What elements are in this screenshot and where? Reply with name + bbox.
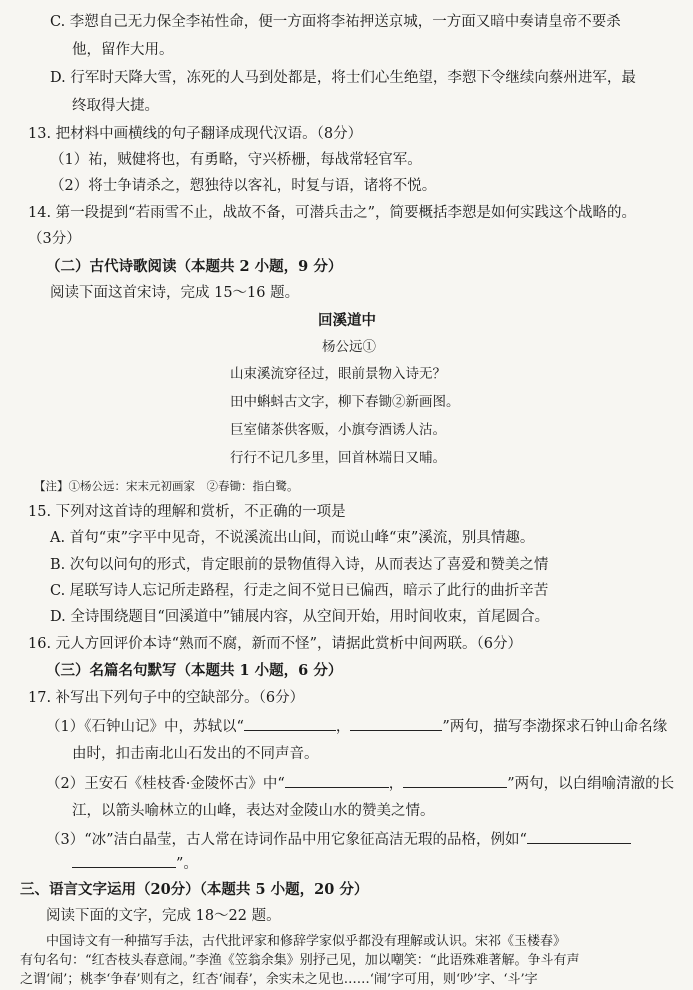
question-13: 13. 把材料中画横线的句子翻译成现代汉语。（8分） <box>28 126 363 142</box>
poetry-intro: 阅读下面这首宋诗，完成 15～16 题。 <box>50 285 300 301</box>
item-2-comma: ， <box>388 776 404 792</box>
answer-blank-3a[interactable] <box>527 829 631 844</box>
part-3-heading: 三、语言文字运用（20分）（本题共 5 小题，20 分） <box>20 881 369 898</box>
poem-line-2: 田中蝌蚪古文字，柳下春锄②新画图。 <box>230 394 460 410</box>
question-17-item-3-cont <box>72 853 198 874</box>
question-13-sentence-2: （2）将士争请杀之，愬独待以客礼，时复与语，诸将不悦。 <box>50 178 437 194</box>
answer-blank-1b[interactable] <box>350 716 442 731</box>
part-3-intro: 阅读下面的文字，完成 18～22 题。 <box>46 908 281 924</box>
option-d-line2: 终取得大捷。 <box>72 98 159 114</box>
question-17-item-2-cont: 江，以箭头喻林立的山峰，表达对金陵山水的赞美之情。 <box>72 803 435 819</box>
item-2-prefix: （2）王安石《桂枝香·金陵怀古》中“ <box>46 776 285 792</box>
poem-line-1: 山束溪流穿径过，眼前景物入诗无？ <box>230 366 446 382</box>
passage-line-3: 之谓‘闹’；桃李‘争春’则有之，红杏‘闹春’，余实未之见也……‘闹’字可用，则‘吵’字、‘斗’字 <box>20 972 538 987</box>
question-15: 15. 下列对这首诗的理解和赏析，不正确的一项是 <box>28 504 346 520</box>
item-2-suffix: ”两句，以白绢喻清澈的长 <box>507 776 675 792</box>
question-15-option-b: B. 次句以问句的形式，肯定眼前的景物值得入诗，从而表达了喜爱和赞美之情 <box>50 557 549 573</box>
poem-line-4: 行行不记几多里，回首林端日又晡。 <box>230 450 446 466</box>
poem-footnote: 【注】①杨公远：宋末元初画家 ②春锄：指白鹭。 <box>34 479 299 493</box>
option-c-line1: C. 李愬自己无力保全李祐性命，便一方面将李祐押送京城，一方面又暗中奏请皇帝不要杀 <box>50 14 621 30</box>
question-15-option-a: A. 首句“束”字平中见奇，不说溪流出山间，而说山峰“束”溪流，别具情趣。 <box>50 530 535 546</box>
question-13-sentence-1: （1）祐，贼健将也，有勇略，守兴桥栅，每战常轻官军。 <box>50 152 422 168</box>
question-15-option-d: D. 全诗围绕题目“回溪道中”铺展内容，从空间开始，用时间收束，首尾圆合。 <box>50 609 550 625</box>
poem-author: 杨公远① <box>322 339 376 355</box>
answer-blank-2b[interactable] <box>403 773 507 788</box>
section-heading-poetry: （二）古代诗歌阅读（本题共 2 小题，9 分） <box>46 258 343 275</box>
poem-title: 回溪道中 <box>318 312 376 329</box>
item-1-comma: ， <box>335 719 351 735</box>
answer-blank-2a[interactable] <box>285 773 389 788</box>
section-heading-dictation: （三）名篇名句默写（本题共 1 小题，6 分） <box>46 662 343 679</box>
item-1-prefix: （1）《石钟山记》中，苏轼以“ <box>46 719 244 735</box>
question-17-item-3 <box>46 829 631 850</box>
option-d-line1: D. 行军时天降大雪，冻死的人马到处都是，将士们心生绝望，李愬下令继续向蔡州进军，最 <box>50 70 636 86</box>
answer-blank-1a[interactable] <box>244 716 336 731</box>
poem-line-3: 巨室储茶供客贩，小旗夸酒诱人沽。 <box>230 422 446 438</box>
question-16: 16. 元人方回评价本诗“熟而不腐，新而不怪”，请据此赏析中间两联。（6分） <box>28 636 522 652</box>
item-3-suffix: ”。 <box>176 856 198 872</box>
question-17-item-1-cont: 由时，扣击南北山石发出的不同声音。 <box>72 746 319 762</box>
answer-blank-3b[interactable] <box>72 853 176 868</box>
question-17: 17. 补写出下列句子中的空缺部分。（6分） <box>28 690 305 706</box>
question-14-line1: 14. 第一段提到“若雨雪不止，战故不备，可潜兵击之”，简要概括李愬是如何实践这个战略的。 <box>28 205 636 221</box>
question-15-option-c: C. 尾联写诗人忘记所走路程，行走之间不觉日已偏西，暗示了此行的曲折辛苦 <box>50 583 549 599</box>
question-17-item-1 <box>46 716 667 737</box>
question-14-line2: （3分） <box>28 231 81 247</box>
question-17-item-2 <box>46 773 674 794</box>
passage-line-2: 有句名句：“红杏枝头春意闹。”李渔《笠翁余集》别抒己见，加以嘲笑：“此语殊难著解。争斗有声 <box>20 953 580 968</box>
option-c-line2: 他，留作大用。 <box>72 42 174 58</box>
item-1-suffix: ”两句，描写李渤探求石钟山命名缘 <box>442 719 668 735</box>
passage-line-1: 中国诗文有一种描写手法，古代批评家和修辞学家似乎都没有理解或认识。宋祁《玉楼春》 <box>46 934 567 949</box>
item-3-prefix: （3）“冰”洁白晶莹，古人常在诗词作品中用它象征高洁无瑕的品格，例如“ <box>46 832 527 848</box>
